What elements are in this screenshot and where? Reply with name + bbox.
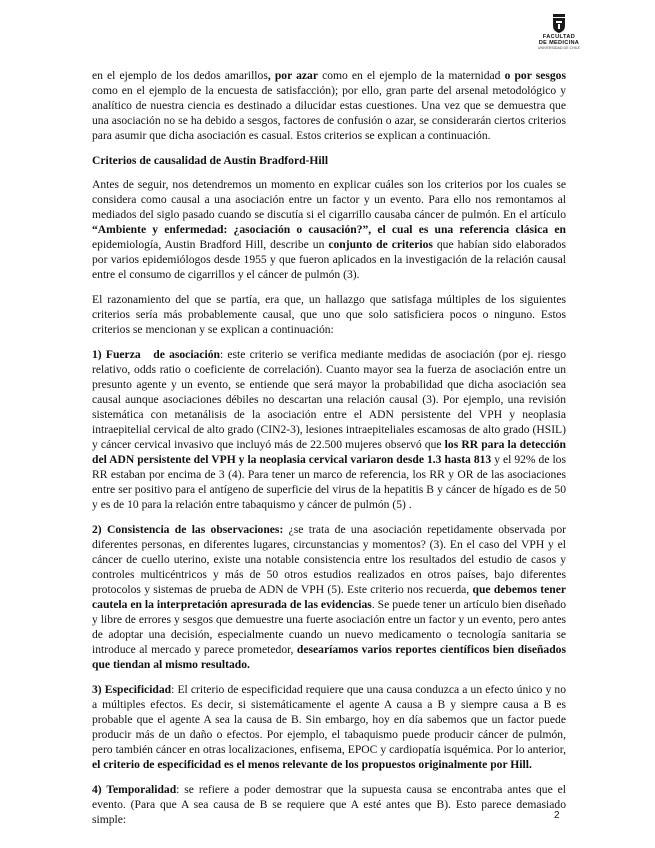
criterion-2-text-2: . Se puede tener un artículo bien diseñado y libre de errores y sesgos que demuestre una fuerte asociación entre un factor y un evento, pero antes de adoptar una decisión, especialmente cuando un nuevo medicamento o tecnología sanitaria se introduce al mercado y parece prometedor, [92,598,567,656]
logo-line-2: DE MEDICINA [538,40,580,46]
criterion-2-bold-1: que debemos tener cautela en la interpretación apresurada de las evidencias [92,583,566,611]
criterion-3-label: 3) Especificidad [92,683,172,696]
university-crest-icon [552,14,566,34]
faculty-logo [529,14,589,64]
criterion-3 [92,682,566,772]
criterion-4-label: 4) Temporalidad [92,783,177,796]
paragraph-2: El razonamiento del que se partía, era que, un hallazgo que satisfaga múltiples de los siguientes criterios sería más probablemente causal, que uno que solo satisficiera pocos o ninguno. Estos criterios se mencionan y se explican a continuación: [92,293,566,336]
logo-line-1: FACULTAD [542,34,576,40]
criterion-2 [92,522,566,672]
criterion-4 [92,782,566,827]
criterion-2-label: 2) Consistencia de las observaciones: [92,523,284,536]
criterion-1-text-2: y el 92% de los RR estaban por encima de 3 (4). Para tener un marco de referencia, los RR y OR de las asociaciones entre ser positivo para el antígeno de superficie del virus de la hepatitis B y cáncer de hígado es de 50 y es de 10 para la relación entre tabaquismo y cáncer de pulmón (5) . [92,453,566,511]
criterion-4-text-1: : se refiere a poder demostrar que la supuesta causa se encontraba antes que el evento. (Para que A sea causa de B se requiere que A esté antes que B). Esto parece demasiado simple: [92,783,567,826]
criterion-1-label: 1) Fuerza de asociación [92,348,220,361]
page-number: 2 [554,810,560,821]
para1-text-1: Antes de seguir, nos detendremos un momento en explicar cuáles son los criterios por los cuales se considera como causal a una asociación entre un factor y un evento. Para ello nos remontamos al mediados del siglo pasado cuando se discutía si el cigarrillo causaba cáncer de pulmón. En el artículo [92,178,566,221]
intro-text-1: en el ejemplo de los dedos amarillos [92,69,268,82]
logo-line-3: UNIVERSIDAD DE CHILE [537,46,581,50]
intro-text-2: como en el ejemplo de la maternidad [317,69,505,82]
intro-paragraph [92,68,566,143]
para1-bold-1: “Ambiente y enfermedad: ¿asociación o causación?”, el cual es una referencia clásica en [92,223,566,236]
para1-text-2: epidemiología, Austin Bradford Hill, describe un [92,238,329,251]
intro-text-3: como en el ejemplo de la encuesta de satisfacción); por ello, gran parte del arsenal metodológico y analítico de nuestra ciencia es destinado a dilucidar estas cuestiones. Una vez que se demuestra que una asociación no se ha debido a sesgos, factores de confusión o azar, se considerarán ciertos criterios para asumir que dicha asociación es casual. Estos criterios se explican a continuación. [92,84,566,142]
intro-bold-1: , por azar [267,69,318,82]
para1-text-3: que habían sido elaborados por varios epidemiólogos desde 1955 y que fueron aplicados en la investigación de la relación causal entre el consumo de cigarrillos y el cáncer de pulmón (3). [92,238,566,281]
criterion-3-bold-1: el criterio de especificidad es el menos relevante de los propuestos originalmente por Hill. [92,758,532,771]
criterion-2-text-1: ¿se trata de una asociación repetidamente observada por diferentes personas, en diferentes lugares, circunstancias y momentos? (3). En el caso del VPH y el cáncer de cuello uterino, existe una notable consistencia entre los resultados del estudio de casos y controles multicéntricos y más de 50 otros estudios realizados en otros países, bajo diferentes protocolos y sistemas de prueba de ADN de VPH (5). Este criterio nos recuerda, [92,523,566,596]
para1-bold-2: conjunto de criterios [328,238,433,251]
criterion-2-bold-2: desearíamos varios reportes científicos bien diseñados que tiendan al mismo resultado. [92,643,566,671]
paragraph-1 [92,177,566,282]
intro-bold-2: o por sesgos [504,69,566,82]
criterion-3-text-1: : El criterio de especificidad requiere que una causa conduzca a un efecto único y no a múltiples efectos. Es decir, si sistemáticamente el agente A causa a B y siempre causa a B es probable que el agente A sea la causa de B. Sin embargo, hoy en día sabemos que un factor puede producir más de un daño o efectos. Por ejemplo, el tabaquismo puede producir cáncer de pulmón, pero también cáncer en otras localizaciones, enfisema, EPOC y cardiopatía isquémica. Por lo anterior, [92,683,567,756]
section-heading: Criterios de causalidad de Austin Bradford-Hill [92,154,329,167]
criterion-1-text-1: : este criterio se verifica mediante medidas de asociación (por ej. riesgo relativo, odds ratio o coeficiente de correlación). Cuanto mayor sea la fuerza de asociación entre un presunto agente y un evento, se entiende que será mayor la probabilidad que dicha asociación sea causal aunque asociaciones débiles no descartan una relación causal (3). Por ejemplo, una revisión sistemática con metanálisis de la asociación entre el ADN persistente del VPH y neoplasia intraepitelial cervical de alto grado (CIN2-3), lesiones intraepiteliales escamosas de alto grado (HSIL) y cáncer cervical invasivo que incluyó más de 22.500 mujeres observó que [92,348,566,451]
body-text [92,68,566,837]
criterion-1 [92,347,566,512]
criterion-1-bold-1: los RR para la detección del ADN persistente del VPH y la neoplasia cervical variaron desde 1.3 hasta 813 [92,438,567,466]
